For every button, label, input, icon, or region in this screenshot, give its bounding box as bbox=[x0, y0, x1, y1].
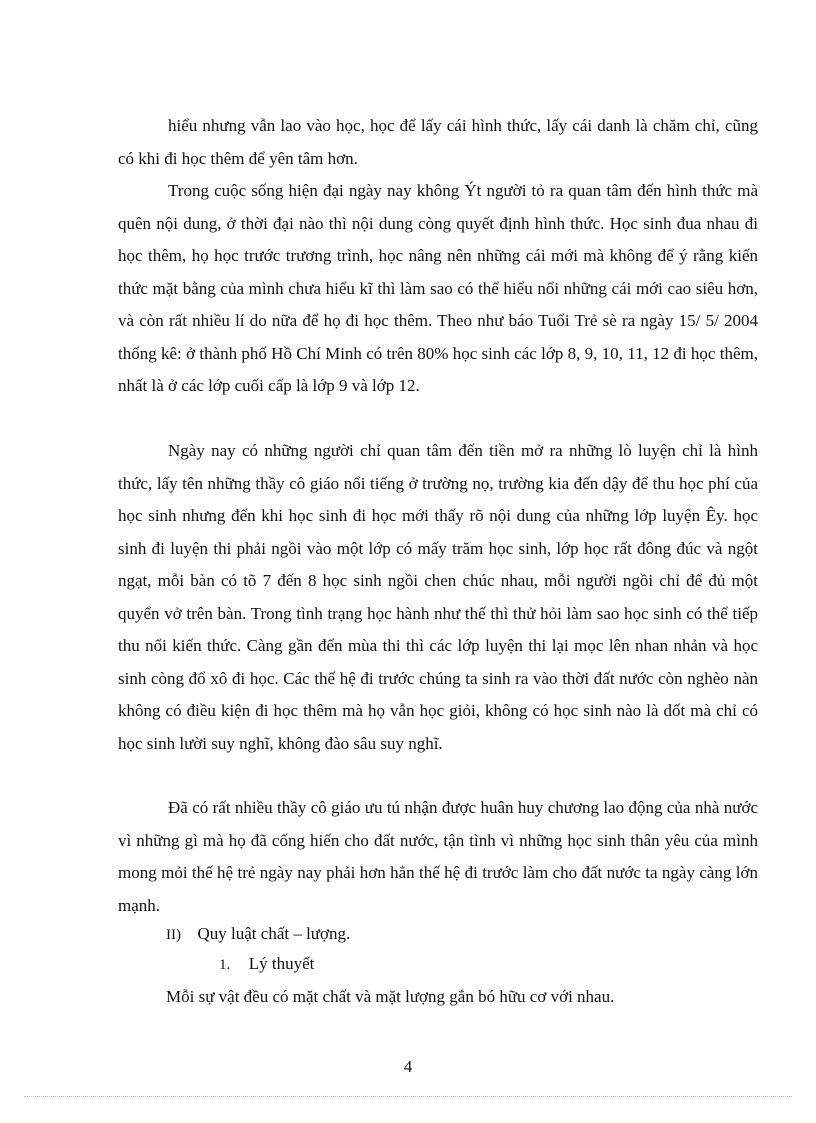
paragraph-2: Trong cuộc sống hiện đại ngày nay không Ýt người tỏ ra quan tâm đến hình thức mà quên nội dung, ở thời đại nào thì nội dung còng quyết định hình thức. Học sinh đua nhau đi học thêm, họ học trước trương trình, học nâng nên những cái mới mà không để ý rằng kiến thức mặt bằng của mình chưa hiểu kĩ thì làm sao có thể hiểu nổi những cái mới cao siêu hơn, và còn rất nhiều lí do nữa để họ đi học thêm. Theo như báo Tuổi Trẻ sè ra ngày 15/ 5/ 2004 thống kê: ở thành phố Hồ Chí Minh có trên 80% học sinh các lớp 8, 9, 10, 11, 12 đi học thêm, nhất là ở các lớp cuối cấp là lớp 9 và lớp 12. bbox=[118, 181, 758, 395]
section-heading bbox=[166, 923, 350, 946]
closing-line: Mỗi sự vật đều có mặt chất và mặt lượng gắn bó hữu cơ với nhau. bbox=[166, 987, 615, 1006]
page-bottom-rule bbox=[24, 1096, 792, 1097]
paragraph-1: hiểu nhưng vẫn lao vào học, học để lấy cái hình thức, lấy cái danh là chăm chỉ, cũng có khi đi học thêm để yên tâm hơn. bbox=[118, 116, 758, 168]
paragraph-3: Ngày nay có những người chỉ quan tâm đến tiền mở ra những lò luyện chỉ là hình thức, lấy tên những thầy cô giáo nổi tiếng ở trường nọ, trường kia đến dậy để thu học phí của học sinh nhưng đến khi học sinh đi học mới thấy rõ nội dung của những lớp luyện Êy. học sinh đi luyện thi phải ngồi vào một lớp có mấy trăm học sinh, lớp học rất đông đúc và ngột ngạt, mỗi bàn có tõ 7 đến 8 học sinh ngồi chen chúc nhau, mỗi người ngồi chỉ để đủ một quyển vở trên bàn. Trong tình trạng học hành như thế thì thử hỏi làm sao học sinh có thể tiếp thu nổi kiến thức. Càng gần đến mùa thi thì các lớp luyện thi lại mọc lên nhan nhản và học sinh còng đổ xô đi học. Các thế hệ đi trước chúng ta sinh ra vào thời đất nước còn nghèo nàn không có điều kiện đi học thêm mà họ vẫn học giỏi, không có học sinh nào là dốt mà chỉ có học sinh lười suy nghĩ, không đào sâu suy nghĩ. bbox=[118, 441, 758, 753]
section-title: Quy luật chất – lượng. bbox=[197, 924, 351, 943]
subsection-title: Lý thuyết bbox=[248, 954, 315, 973]
subsection-heading bbox=[219, 953, 314, 976]
subsection-number: 1. bbox=[219, 957, 231, 973]
page-number: 4 bbox=[403, 1057, 413, 1076]
paragraph-4: Đã có rất nhiều thầy cô giáo ưu tú nhận được huân huy chương lao động của nhà nước vì những gì mà họ đã cống hiến cho đất nước, tận tình vì những học sinh thân yêu của mình mong mỏi thế hệ trẻ ngày nay phải hơn hẳn thế hệ đi trước làm cho đất nước ta ngày càng lớn mạnh. bbox=[118, 798, 758, 915]
section-number: II) bbox=[166, 927, 181, 943]
